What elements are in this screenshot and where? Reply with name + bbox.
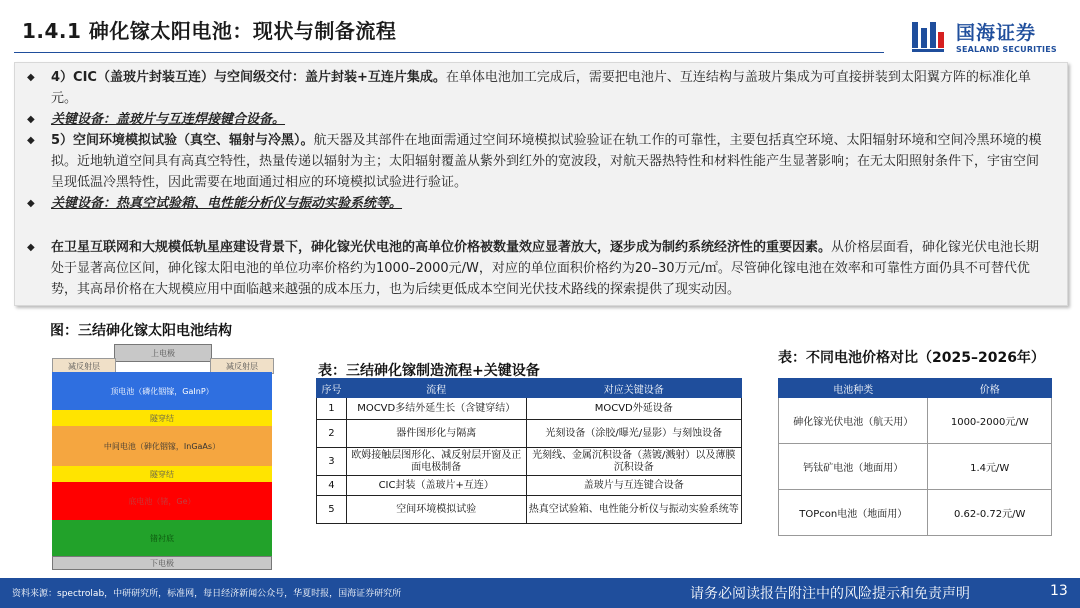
table-cell: MOCVD外延设备	[526, 398, 741, 420]
page-title: 1.4.1 砷化镓太阳电池：现状与制备流程	[22, 19, 397, 43]
key-equipment-text: 关键设备：热真空试验箱、电性能分析仪与振动实验系统等。	[51, 196, 403, 211]
table-row	[317, 496, 742, 524]
figure-caption: 图：三结砷化镓太阳电池结构	[50, 323, 232, 339]
sealand-logo-icon	[910, 18, 946, 54]
table-cell: 2	[317, 420, 347, 448]
source-note: 资料来源：spectrolab，中研研究所，标准网，每日经济新闻公众号，华夏时报，国海证券研究所	[12, 589, 402, 599]
paragraph-lead: 4）CIC（盖玻片封装互连）与空间级交付：盖片封装+互连片集成。	[51, 70, 446, 85]
layer-bottom-cell: 底电池（锗，Ge）	[52, 482, 272, 520]
layer-top-contact: 上电极	[114, 344, 212, 362]
key-equipment-space	[29, 193, 1049, 214]
page-header	[0, 0, 1080, 58]
table-row	[317, 420, 742, 448]
paragraph-lead: 5）空间环境模拟试验（真空、辐射与冷黑）。	[51, 133, 314, 148]
table-cell: 器件图形化与隔离	[346, 420, 526, 448]
layer-bottom-contact: 下电极	[52, 556, 272, 570]
table-cell: 空间环境模拟试验	[346, 496, 526, 524]
table-cell: 光刻设备（涂胶/曝光/显影）与刻蚀设备	[526, 420, 741, 448]
table-cell: 3	[317, 448, 347, 476]
column-header: 流程	[346, 379, 526, 398]
table-row	[317, 448, 742, 476]
column-header: 序号	[317, 379, 347, 398]
key-equipment-cic	[29, 109, 1049, 130]
layer-tunnel-junction-2: 隧穿结	[52, 466, 272, 482]
paragraph-lead: 在卫星互联网和大规模低轨星座建设背景下，砷化镓光伏电池的高单位价格被数量效应显著放大，逐步成为制约系统经济性的重要因素。	[51, 240, 832, 255]
table-cell: TOPcon电池（地面用）	[779, 490, 928, 536]
disclaimer-text: 请务必阅读报告附注中的风险提示和免责声明	[690, 586, 970, 602]
paragraph-body: 从价格层面看，砷化镓光伏电池长期处于显著高位区间，砷化镓太阳电池的单位功率价格约为1000–2000元/W，对应的单位面积价格约为20–30万元/㎡。尽管砷化镓电池在效率和可靠性方面仍具不可替代优势，其高昂价格在大规模应用中面临越来越强的成本压力，也为后续更低成本空间光伏技术路线的探索提供了现实动因。	[51, 240, 1040, 297]
table-header-row	[317, 379, 742, 398]
bullet-diamond-icon: ◆	[27, 114, 35, 125]
table-cell: 1.4元/W	[928, 444, 1052, 490]
paragraph-body: 航天器及其部件在地面需通过空间环境模拟试验验证在轨工作的可靠性，主要包括真空环境、太阳辐射环境和空间冷黑环境的模拟。近地轨道空间具有高真空特性，热量传递以辐射为主；太阳辐射覆盖从紫外到红外的宽波段，对航天器热特性和材料性能产生显著影响；在无太阳照射条件下，宇宙空间呈现低温冷黑特性，因此需要在地面通过相应的环境模拟试验进行验证。	[51, 133, 1042, 190]
layer-tunnel-junction-1: 隧穿结	[52, 410, 272, 426]
price-table	[778, 378, 1052, 536]
price-table-caption: 表：不同电池价格对比（2025–2026年）	[778, 350, 1045, 366]
table-cell: 盖玻片与互连键合设备	[526, 476, 741, 496]
table-cell: 热真空试验箱、电性能分析仪与振动实验系统等	[526, 496, 741, 524]
bullet-diamond-icon: ◆	[27, 135, 35, 146]
table-cell: CIC封装（盖玻片+互连）	[346, 476, 526, 496]
column-header: 电池种类	[779, 379, 928, 398]
paragraph-cost	[29, 237, 1049, 300]
table-cell: 光刻线、金属沉积设备（蒸镀/溅射）以及薄膜沉积设备	[526, 448, 741, 476]
layer-substrate: 锗衬底	[52, 520, 272, 556]
brand-logo	[910, 18, 1070, 58]
solar-cell-structure-diagram	[52, 344, 272, 570]
paragraph-body: 在单体电池加工完成后，需要把电池片、互连结构与盖玻片集成为可直接拼装到太阳翼方阵的标准化单元。	[51, 70, 1031, 106]
table-cell: 4	[317, 476, 347, 496]
bullet-diamond-icon: ◆	[27, 198, 35, 209]
summary-textbox	[14, 62, 1068, 306]
table-row	[317, 398, 742, 420]
layer-arc-left: 减反射层	[52, 358, 116, 374]
process-table	[316, 378, 742, 524]
table-cell: 砷化镓光伏电池（航天用）	[779, 398, 928, 444]
table-cell: 欧姆接触层图形化、减反射层开窗及正面电极制备	[346, 448, 526, 476]
bullet-diamond-icon: ◆	[27, 72, 35, 83]
table-cell: 0.62-0.72元/W	[928, 490, 1052, 536]
table-cell: 5	[317, 496, 347, 524]
table-cell: 1	[317, 398, 347, 420]
column-header: 对应关键设备	[526, 379, 741, 398]
table-header-row	[779, 379, 1052, 398]
table-row	[779, 444, 1052, 490]
table-cell: MOCVD多结外延生长（含键穿结）	[346, 398, 526, 420]
table-row	[317, 476, 742, 496]
table-row	[779, 490, 1052, 536]
table-row	[779, 398, 1052, 444]
bullet-diamond-icon: ◆	[27, 242, 35, 253]
key-equipment-text: 关键设备：盖玻片与互连焊接键合设备。	[51, 112, 286, 127]
column-header: 价格	[928, 379, 1052, 398]
logo-english-name: SEALAND SECURITIES	[956, 45, 1057, 54]
logo-chinese-name: 国海证券	[956, 22, 1037, 44]
layer-top-cell: 顶电池（磷化铟镓，GaInP）	[52, 372, 272, 410]
layer-arc-right: 减反射层	[210, 358, 274, 374]
layer-middle-cell: 中间电池（砷化铟镓，InGaAs）	[52, 426, 272, 466]
title-divider	[14, 52, 884, 53]
paragraph-space-test	[29, 130, 1049, 193]
paragraph-cic	[29, 67, 1049, 109]
process-table-caption: 表：三结砷化镓制造流程+关键设备	[318, 363, 540, 379]
table-cell: 钙钛矿电池（地面用）	[779, 444, 928, 490]
page-footer	[0, 578, 1080, 608]
page-number: 13	[1050, 583, 1068, 599]
table-cell: 1000-2000元/W	[928, 398, 1052, 444]
